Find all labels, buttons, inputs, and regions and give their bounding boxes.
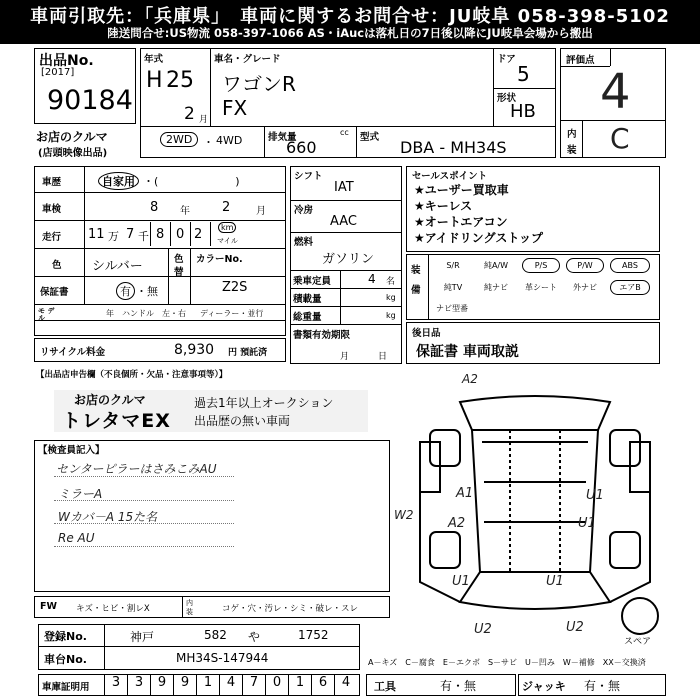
model-year-dealer: ディーラー・並行 [200,309,264,318]
year-label: 年式 [144,54,164,65]
aircon-value: AAC [330,214,357,229]
mark-a2-top: A2 [462,372,478,386]
model-label: 型式 [360,132,380,143]
equip-tv: 純TV [443,283,463,292]
inspector-note-1: センターピラーはさみこみAU [56,462,217,476]
name-label: 車名・グレード [214,54,281,65]
inspection-year-unit: 年 [180,206,190,217]
equip-leather: 革シート [525,283,557,292]
car-front-hood [460,396,610,430]
wheel-rr [610,532,640,568]
drive-2wd: 2WD [160,132,198,147]
inspector-note-2: ミラーA [58,487,103,501]
door-label: ドア [497,54,516,65]
record-label: 書類有効期限 [293,330,351,341]
month-unit: 月 [199,115,209,125]
later-value: 保証書 車両取説 [416,344,519,360]
mileage-d5: 2 [194,227,203,242]
equip-navi-model: ナビ型番 [436,304,468,313]
shift-value: IAT [334,180,354,195]
color-change-1: 色 [174,254,184,265]
promo-brand: トレタマEX [62,410,171,432]
equip-ps: P/S [522,258,560,273]
sales-item-2: ★キーレス [414,199,473,213]
color-code: Z2S [222,280,248,295]
inspection-month-unit: 月 [256,206,266,217]
color-value: シルバー [92,259,143,274]
fw-text: キズ・ヒビ・割レX [76,604,150,614]
jack-label: ジャッキ [522,680,566,693]
color-change-2: 替 [174,267,184,278]
fuel-label: 燃料 [294,237,314,248]
recycle-amount: 8,930 [174,342,215,358]
wheel-fr [610,430,640,466]
auction-note: 【出品店申告欄（不良個所・欠品・注意事項等）】 [36,370,228,380]
color-label: 色 [52,260,62,271]
lot-label: 出品No. [39,53,94,69]
certificate-digit: 3 [127,675,150,695]
mark-a1-left: A1 [456,486,474,501]
later-label: 後日品 [412,328,441,339]
equip-ext-navi: 外ナビ [573,283,597,292]
displacement-label: 排気量 [268,132,297,143]
header-title: 車両引取先：「兵庫県」 車両に関するお問合せ：JU岐阜 058-398-5102 [30,6,670,27]
registration-class: 582 [204,628,227,642]
sales-item-4: ★アイドリングストップ [414,231,543,245]
year-era: H [146,68,163,93]
inspector-label: 【検査員記入】 [38,445,105,456]
promo-desc1: 過去1年以上オークション [194,396,334,410]
fuel-value: ガソリン [322,252,375,267]
car-grade: FX [222,96,248,120]
capacity-label: 乗車定員 [293,276,332,287]
model-year-year: 年 [106,309,114,318]
equip-alloy: 純A/W [483,261,509,270]
registration-number: 1752 [298,628,329,642]
certificate-digit: 6 [311,675,334,695]
shift-label: シフト [294,171,323,182]
equipment-label-1: 装 [411,265,421,276]
promo-desc2: 出品歴の無い車両 [194,414,291,428]
sales-item-3: ★オートエアコン [414,215,508,229]
certificate-digit: 9 [150,675,173,695]
car-side-mirrors [420,442,650,492]
legend: A－キズ C－腐食 E－エクボ S－サビ U－凹み W－補修 XX－交換済 [368,658,646,667]
mileage-man-unit: 万 [108,230,119,243]
capacity-unit: 名 [386,277,396,287]
inspection-label: 車検 [42,204,62,215]
mileage-d3: 8 [156,227,165,242]
store-car-label: お店のクルマ [36,130,108,144]
certificate-digit: 7 [242,675,265,695]
car-rear [460,572,610,609]
mark-u1-br: U1 [546,574,564,589]
certificate-digit: 9 [173,675,196,695]
recycle-label: リサイクル料金 [40,347,106,358]
model-value: DBA - MH34S [400,138,507,157]
mark-u1-bl: U1 [452,574,470,589]
mileage-sen-unit: 千 [138,230,149,243]
chassis-value: MH34S-147944 [176,651,269,665]
displacement-value: 660 [286,138,317,157]
car-name: ワゴンR [222,72,296,96]
fw-naiso-1: 内 [186,599,193,607]
interior-value: C [610,122,630,155]
fw-items: コゲ・穴・汚レ・シミ・破レ・スレ [222,604,359,614]
certificate-digit: 4 [219,675,242,695]
year-value: 25 [166,68,194,93]
inspector-note-4: Re AU [58,531,95,545]
mark-u2-right: U2 [566,620,584,635]
score-label: 評価点 [566,55,595,66]
load-label: 積載量 [293,294,322,305]
tools-value: 有・無 [440,679,477,693]
lot-box [34,48,136,124]
mileage-man: 11 [88,227,105,242]
score-value: 4 [600,64,631,120]
equip-sr: S/R [446,261,460,270]
model-year-label-2: ル [38,314,45,322]
history-label: 車歴 [42,177,62,188]
certificate-digit: 0 [265,675,288,695]
shape-label: 形状 [497,93,517,104]
jack-value: 有・無 [584,679,621,693]
model-year-label-1: モ デ [38,307,55,315]
total-weight-label: 総重量 [293,312,322,323]
fw-label: FW [40,601,57,612]
model-year-handle: ハンドル 左・右 [122,309,186,318]
interior-label-2: 装 [567,145,577,156]
sales-label: セールスポイント [412,171,488,182]
mark-w2: W2 [394,508,414,522]
inspection-month: 2 [222,200,231,215]
mileage-d4: 0 [176,227,185,242]
mileage-unit-km: km [218,222,236,233]
record-day: 日 [378,352,388,362]
spare-tire [622,598,658,634]
equipment-label-2: 備 [411,285,421,296]
mark-u2-left: U2 [474,622,492,637]
equip-airbag: エアB [610,280,650,295]
registration-place: 神戸 [130,630,155,644]
promo-line1: お店のクルマ [74,393,146,407]
wheel-fl [430,430,460,466]
total-weight-unit: kg [386,311,396,320]
warranty-rest: ・無 [136,285,158,298]
tools-label: 工具 [374,680,396,693]
load-unit: kg [386,293,396,302]
header-subtitle: 陸送問合せ:US物流 058-397-1066 AS・iAucは落札日の7日後以降にJU岐阜会場から搬出 [107,26,593,40]
sales-item-1: ★ユーザー買取車 [414,183,509,197]
interior-label-1: 内 [567,129,577,140]
registration-label: 登録No. [44,630,87,643]
shape-value: HB [510,101,536,122]
car-diagram [400,372,670,642]
certificate-digit: 3 [104,675,127,695]
equip-abs: ABS [610,258,650,273]
inspection-year: 8 [150,200,159,215]
displacement-unit: cc [340,128,349,137]
certificate-label: 車庫証明用 [42,682,90,693]
spare-label: スペア [624,637,652,647]
equip-navi: 純ナビ [484,283,508,292]
mileage-sen: 7 [126,227,135,242]
certificate-digit: 4 [334,675,357,695]
door-value: 5 [517,62,530,86]
history-rest: ・( ) [143,175,240,188]
equip-pw: P/W [566,258,604,273]
car-body [472,430,598,572]
mileage-unit-mile: マイル [217,237,238,245]
store-car-note: (店頭映像出品) [38,148,108,159]
lot-number: 90184 [47,85,133,116]
mileage-label: 走行 [42,232,62,243]
recycle-unit: 円 預託済 [228,348,268,358]
inspector-note-3: Wカバ－A 15た名 [58,510,158,524]
mark-u1-right: U1 [586,488,604,503]
drive-dot: ・ [203,136,214,149]
month-value: 2 [184,104,195,124]
capacity-value: 4 [368,272,376,286]
aircon-label: 冷房 [294,205,314,216]
mark-u1-right2: U1 [578,516,596,531]
mark-a2-left: A2 [448,516,466,531]
fw-naiso-2: 装 [186,608,193,616]
wheel-rl [430,532,460,568]
record-month: 月 [340,352,350,362]
registration-kana: や [248,630,261,644]
warranty-label: 保証書 [40,287,69,298]
chassis-label: 車台No. [44,653,87,666]
certificate-digit: 1 [288,675,311,695]
drive-4wd: 4WD [216,134,243,147]
warranty-value: 有 [116,282,135,300]
history-value: 自家用 [98,172,139,190]
lot-year: [2017] [41,67,75,78]
certificate-digit: 1 [196,675,219,695]
color-code-label: カラーNo. [196,254,243,265]
header-bar [0,0,700,44]
